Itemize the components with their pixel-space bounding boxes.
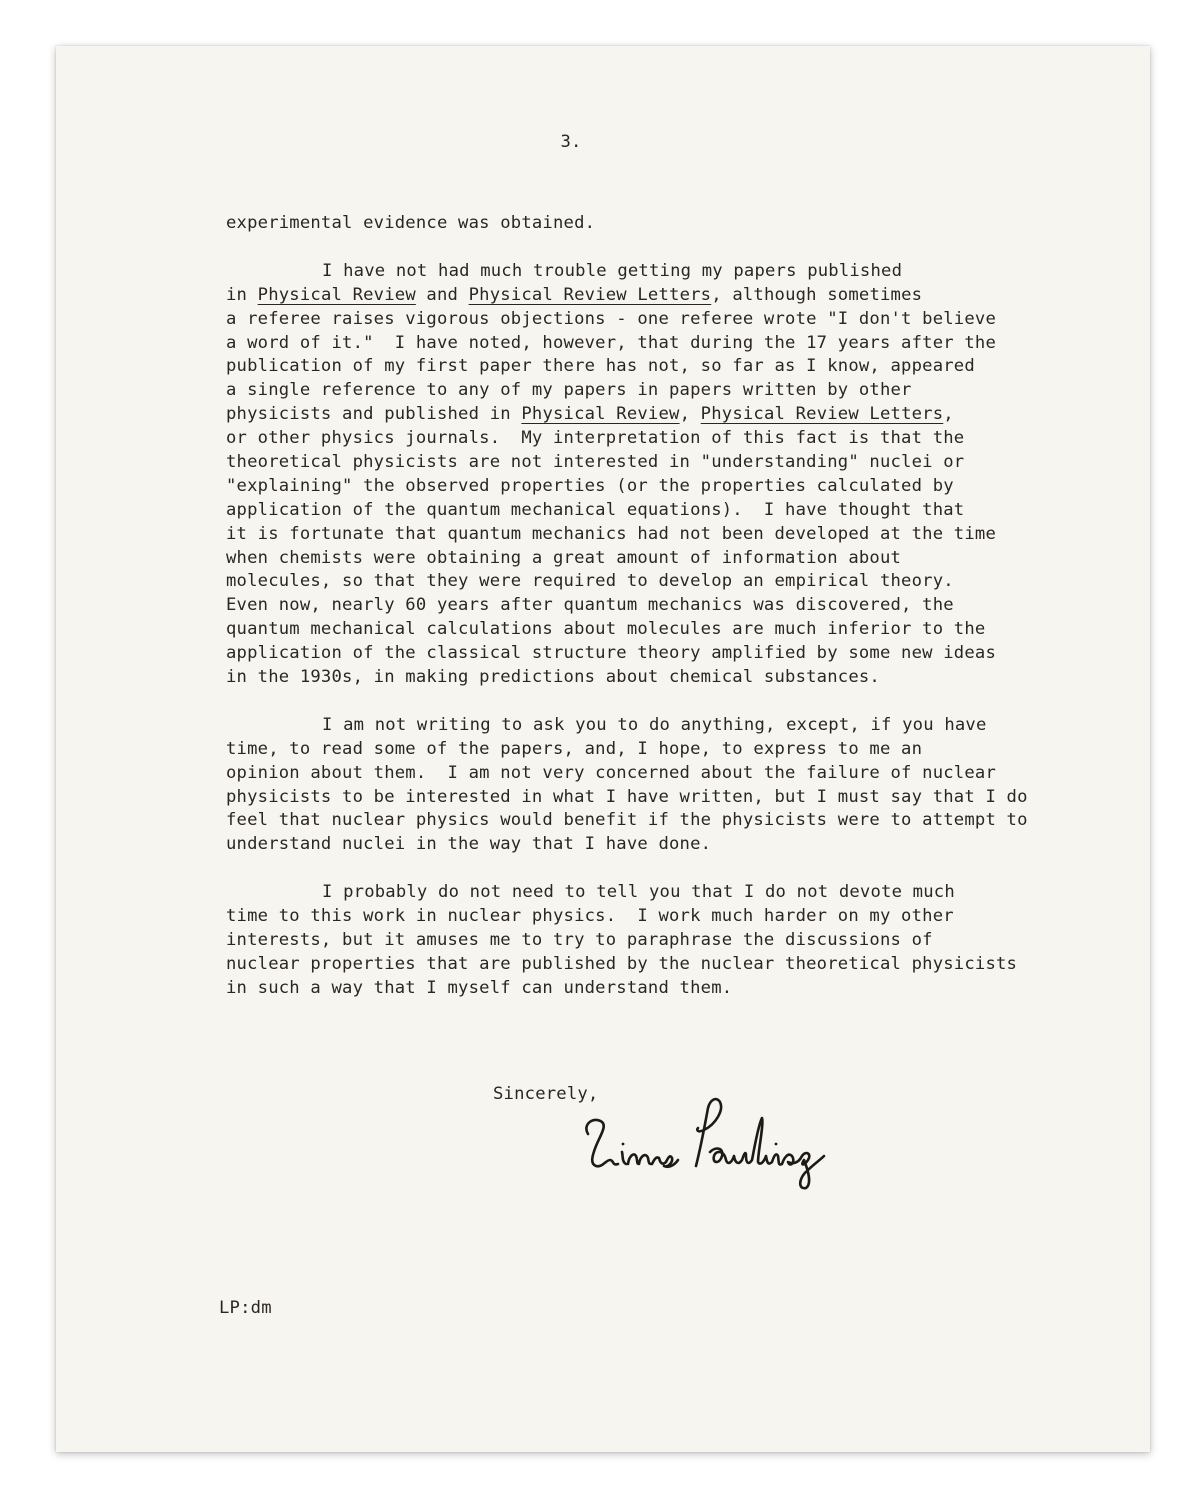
paragraph-gap	[226, 690, 1046, 714]
text-line: quantum mechanical calculations about molecules are much inferior to the	[226, 619, 986, 640]
text-line: I have not had much trouble getting my papers published	[322, 260, 903, 281]
paragraph	[226, 212, 1046, 236]
text-line: interests, but it amuses me to try to paraphrase the discussions of	[226, 930, 933, 951]
page-number: 3.	[560, 132, 582, 152]
journal-title: Physical Review Letters	[700, 404, 944, 425]
text-line: feel that nuclear physics would benefit if the physicists were to attempt to	[226, 810, 1028, 831]
text-segment: in	[226, 284, 258, 305]
text-line: understand nuclei in the way that I have done.	[226, 834, 712, 855]
text-line: physicists to be interested in what I have written, but I must say that I do	[226, 786, 1028, 807]
text-segment: ,	[943, 404, 954, 425]
text-segment: ,	[679, 404, 701, 425]
text-line: Even now, nearly 60 years after quantum mechanics was discovered, the	[226, 595, 954, 616]
text-line: when chemists were obtaining a great amount of information about	[226, 547, 902, 568]
text-line: application of the classical structure theory amplified by some new ideas	[226, 643, 996, 664]
text-line: a word of it." I have noted, however, that during the 17 years after the	[226, 332, 996, 353]
text-line: application of the quantum mechanical equations). I have thought that	[226, 499, 965, 520]
text-line: opinion about them. I am not very concerned about the failure of nuclear	[226, 762, 996, 783]
text-line: molecules, so that they were required to develop an empirical theory.	[226, 571, 954, 592]
journal-title: Physical Review	[257, 284, 416, 305]
letter-body	[226, 212, 1046, 1001]
text-line: a referee raises vigorous objections - one referee wrote "I don't believe	[226, 308, 996, 329]
handwritten-signature	[576, 1090, 846, 1190]
text-line	[226, 403, 1046, 427]
journal-title: Physical Review	[521, 404, 680, 425]
paragraph-gap	[226, 857, 1046, 881]
text-line: nuclear properties that are published by the nuclear theoretical physicists	[226, 953, 1018, 974]
text-line: it is fortunate that quantum mechanics had not been developed at the time	[226, 523, 996, 544]
letter-page	[56, 46, 1150, 1452]
text-line: in the 1930s, in making predictions about chemical substances.	[226, 667, 880, 688]
paragraph-gap	[226, 236, 1046, 260]
text-line: "explaining" the observed properties (or the properties calculated by	[226, 475, 954, 496]
text-line	[226, 284, 1046, 308]
text-line: I am not writing to ask you to do anything, except, if you have	[322, 714, 987, 735]
paragraph	[226, 260, 1046, 690]
text-line: I probably do not need to tell you that I do not devote much	[322, 882, 955, 903]
text-line: time, to read some of the papers, and, I hope, to express to me an	[226, 738, 923, 759]
paragraph	[226, 881, 1046, 1000]
text-segment: , although sometimes	[711, 284, 923, 305]
text-line: in such a way that I myself can understand them.	[226, 977, 733, 998]
text-line: experimental evidence was obtained.	[226, 213, 596, 233]
text-line: theoretical physicists are not interested in "understanding" nuclei or	[226, 452, 965, 473]
text-line: time to this work in nuclear physics. I work much harder on my other	[226, 906, 954, 927]
paragraph	[226, 714, 1046, 857]
text-segment: physicists and published in	[226, 404, 522, 425]
closing-salutation: Sincerely,	[493, 1084, 599, 1104]
journal-title: Physical Review Letters	[468, 284, 712, 305]
text-line: a single reference to any of my papers in papers written by other	[226, 380, 912, 401]
typist-initials: LP:dm	[219, 1298, 272, 1318]
text-line: publication of my first paper there has not, so far as I know, appeared	[226, 356, 975, 377]
text-line: or other physics journals. My interpretation of this fact is that the	[226, 428, 965, 449]
text-segment: and	[415, 284, 469, 305]
